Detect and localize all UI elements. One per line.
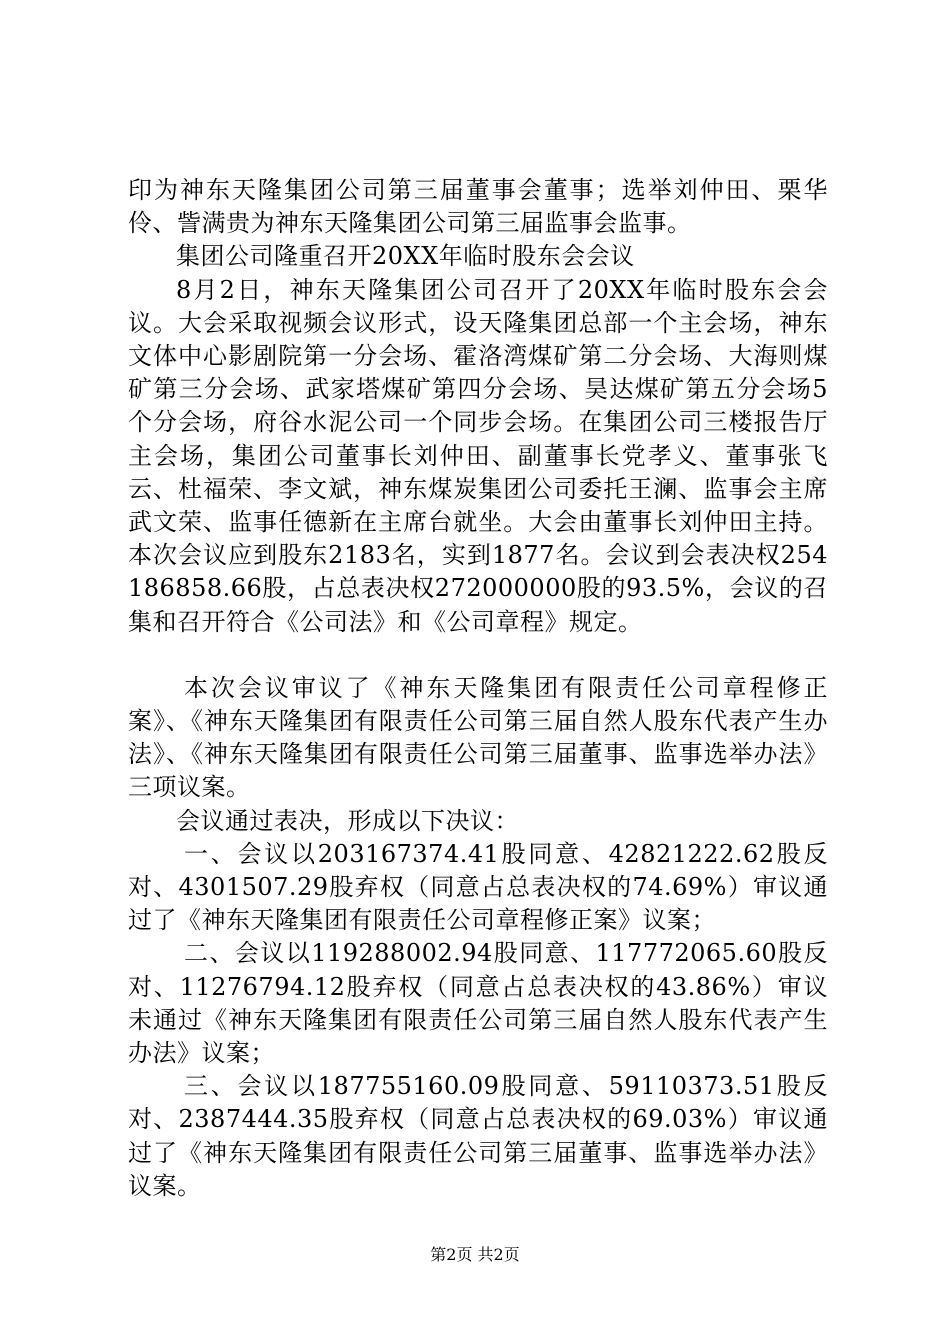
paragraph-resolution-3: 三、会议以187755160.09股同意、59110373.51股反对、2387444.35股弃权（同意占总表决权的69.03%）审议通过了《神东天隆集团有限责任公司第三届董事、监事选举办法》议案。: [128, 1072, 828, 1200]
paragraph-continuation: 印为神东天隆集团公司第三届董事会董事；选举刘仲田、栗华伶、訾满贵为神东天隆集团公司第三届监事会监事。: [128, 176, 828, 238]
paragraph-resolution-1: 一、会议以203167374.41股同意、42821222.62股反对、4301507.29股弃权（同意占总表决权的74.69%）审议通过了《神东天隆集团有限责任公司章程修正案》议案；: [128, 839, 828, 935]
paragraph-resolution-intro: 会议通过表决，形成以下决议：: [176, 806, 519, 835]
paragraph-spacer: [128, 639, 828, 672]
paragraph-resolution-2: 二、会议以119288002.94股同意、117772065.60股反对、11276794.12股弃权（同意占总表决权的43.86%）审议未通过《神东天隆集团有限责任公司第三届自然人股东代表产生办法》议案；: [128, 939, 828, 1068]
page-number-footer: 第2页 共2页: [430, 1245, 520, 1264]
paragraph-meeting-overview: 8月2日，神东天隆集团公司召开了20XX年临时股东会会议。大会采取视频会议形式，设天隆集团总部一个主会场，神东文体中心影剧院第一分会场、霍洛湾煤矿第二分会场、大海则煤矿第三分会场、武家塔煤矿第四分会场、昊达煤矿第五分会场5个分会场，府谷水泥公司一个同步会场。在集团公司三楼报告厅主会场，集团公司董事长刘仲田、副董事长党孝义、董事张飞云、杜福荣、李文斌，神东煤炭集团公司委托王澜、监事会主席武文荣、监事任德新在主席台就坐。大会由董事长刘仲田主持。本次会议应到股东2183名，实到1877名。会议到会表决权254186858.66股，占总表决权272000000股的93.5%，会议的召集和召开符合《公司法》和《公司章程》规定。: [128, 275, 828, 636]
paragraph-agenda: 本次会议审议了《神东天隆集团有限责任公司章程修正案》、《神东天隆集团有限责任公司第三届自然人股东代表产生办法》、《神东天隆集团有限责任公司第三届董事、监事选举办法》三项议案。: [128, 673, 828, 802]
news-heading: 集团公司隆重召开20XX年临时股东会会议: [176, 242, 635, 271]
document-body: [128, 174, 828, 1203]
